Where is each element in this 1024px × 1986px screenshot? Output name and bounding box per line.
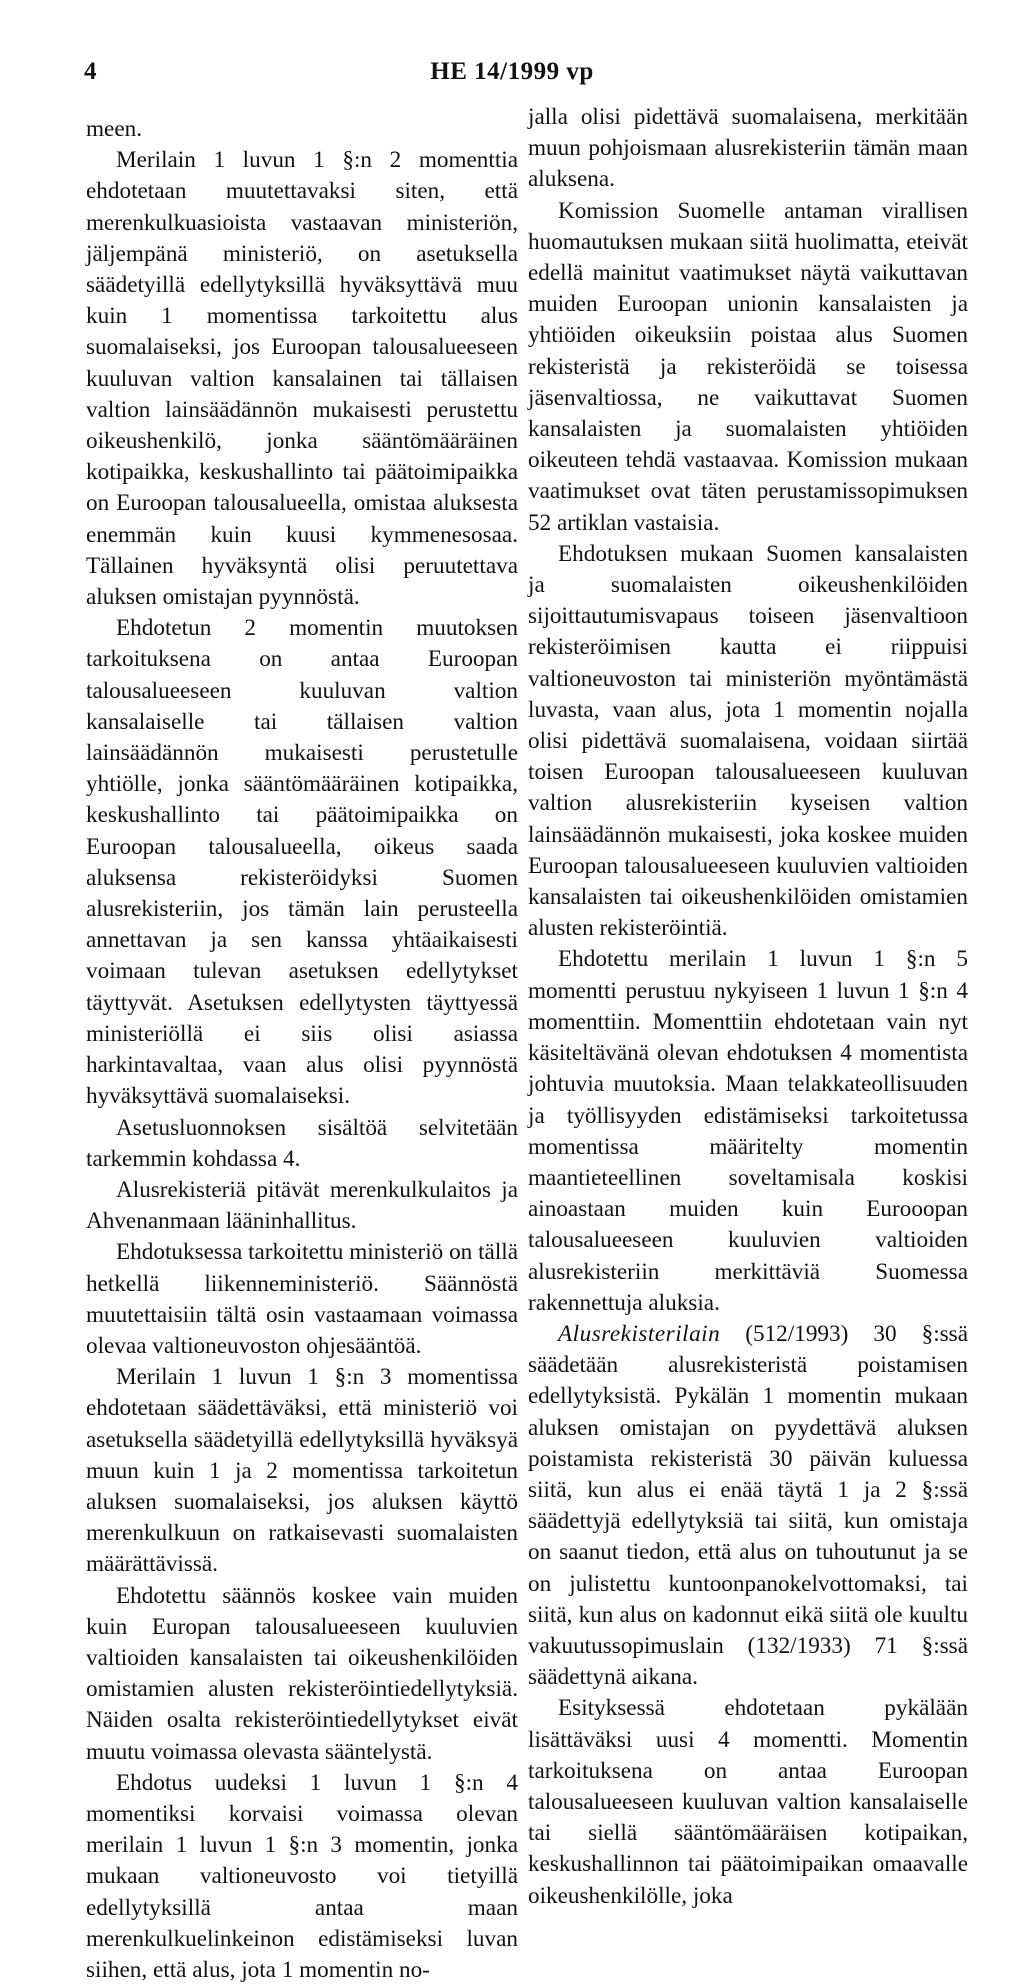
paragraph-text: Esityksessä ehdotetaan pykälään lisättäväksi uusi 4 momentti. Momentin tarkoituksena on antaa Euroopan talousalueeseen kuuluvan valtion kansalaiselle tai siellä sääntömääräisen kotipaikan, keskushallinnon tai päätoimipaikan omaavalle oikeushenkilölle, joka: [528, 1695, 968, 1909]
paragraph: [528, 539, 968, 945]
paragraph-text: Ehdotettu säännös koskee vain muiden kuin Europan talousalueeseen kuuluvien valtioiden kansalaisten tai oikeushenkilöiden omistamien alusten rekisteröintiedellytyksiä. Näiden osalta rekisteröintiedellytykset eivät muutu voimassa olevasta sääntelystä.: [86, 1582, 518, 1765]
paragraph-text: Asetusluonnoksen sisältöä selvitetään tarkemmin kohdassa 4.: [86, 1114, 518, 1172]
page-number: 4: [84, 58, 97, 85]
paragraph: [528, 102, 968, 196]
paragraph-text: Ehdotuksen mukaan Suomen kansalaisten ja suomalaisten oikeushenkilöiden sijoittautumisvapaus toiseen jäsenvaltioon rekisteröimisen kautta ei riippuisi valtioneuvoston tai ministeriön myöntämästä luvasta, vaan alus, jota 1 momentin nojalla olisi pidettävä suomalaisena, voidaan siirtää toisen Euroopan talousalueeseen kuuluvan valtion alusrekisteriin kyseisen valtion lainsäädännön mukaisesti, joka koskee muiden Euroopan talousalueeseen kuuluvien valtioiden kansalaisten tai oikeushenkilöiden omistamien alusten rekisteröintiä.: [528, 540, 968, 942]
paragraph: [528, 1693, 968, 1911]
paragraph-text: jalla olisi pidettävä suomalaisena, merkitään muun pohjoismaan alusrekisteriin tämän maan aluksena.: [528, 104, 968, 193]
paragraph-text: Ehdotetun 2 momentin muutoksen tarkoituksena on antaa Euroopan talousalueeseen kuuluvan valtion kansalaiselle tai tällaisen valtion lainsäädännön mukaisesti perustetulle yhtiölle, jonka sääntömääräinen kotipaikka, keskushallinto tai päätoimipaikka on Euroopan talousalueella, oikeus saada aluksensa rekisteröidyksi Suomen alusrekisteriin, jos tämän lain perusteella annettavan ja sen kanssa yhtäaikaisesti voimaan tulevan asetuksen edellytykset täyttyvät. Asetuksen edellytysten täyttyessä ministeriöllä ei siis olisi asiassa harkintavaltaa, vaan alus olisi pyynnöstä hyväksyttävä suomalaiseksi.: [86, 615, 518, 1110]
paragraph: [86, 1581, 518, 1768]
document-identifier: HE 14/1999 vp: [430, 58, 594, 85]
paragraph-text: Ehdotus uudeksi 1 luvun 1 §:n 4 momentiksi korvaisi voimassa olevan merilain 1 luvun 1 §:n 3 momentin, jonka mukaan valtioneuvosto voi tietyillä edellytyksillä antaa maan merenkulkuelinkeinon edistämiseksi luvan siihen, että alus, jota 1 momentin no-: [86, 1769, 518, 1983]
paragraph-text: Ehdotuksessa tarkoitettu ministeriö on tällä hetkellä liikenneministeriö. Säännöstä muutettaisiin tältä osin vastaamaan voimassa olevaa valtioneuvoston ohjesääntöä.: [86, 1239, 518, 1359]
paragraph: [528, 944, 968, 1318]
paragraph-text: Ehdotettu merilain 1 luvun 1 §:n 5 momentti perustuu nykyiseen 1 luvun 1 §:n 4 momenttiin. Momenttiin ehdotetaan vain nyt käsiteltävänä olevan ehdotuksen 4 momentista johtuvia muutoksia. Maan telakkateollisuuden ja työllisyyden edistämiseksi tarkoitetussa momentissa määritelty momentin maantieteellinen soveltamisala koskisi ainoastaan muiden kuin Eurooopan talousalueeseen kuuluvien valtioiden alusrekisteriin merkittäviä Suomessa rakennettuja aluksia.: [528, 946, 968, 1316]
law-name: Alusrekisterilain: [558, 1320, 721, 1347]
paragraph: [86, 1237, 518, 1362]
paragraph-text: meen.: [86, 116, 143, 142]
page-header: [0, 58, 1024, 98]
right-text-column: [528, 102, 968, 1912]
paragraph-text: Alusrekisteriä pitävät merenkulkulaitos ja Ahvenanmaan lääninhallitus.: [86, 1176, 518, 1235]
paragraph: [528, 196, 968, 539]
paragraph: [86, 1113, 518, 1175]
paragraph: [86, 613, 518, 1112]
paragraph-text: Komission Suomelle antaman virallisen huomautuksen mukaan siitä huolimatta, eteivät edellä mainitut vaatimukset näytä vaikuttavan muiden Euroopan unionin kansalaisten ja yhtiöiden oikeuksiin poistaa alus Suomen rekisteristä ja rekisteröidä se toisessa jäsenvaltiossa, ne vaikuttavat Suomen kansalaisten ja suomalaisten yhtiöiden oikeuteen tehdä vastaavaa. Komission mukaan vaatimukset ovat täten perustamissopimuksen 52 artiklan vastaisia.: [528, 197, 968, 536]
paragraph: [86, 1175, 518, 1237]
left-text-column: [86, 114, 518, 1986]
paragraph: [86, 1362, 518, 1580]
paragraph: [86, 1768, 518, 1986]
paragraph: [86, 114, 518, 145]
paragraph-text: Merilain 1 luvun 1 §:n 3 momentissa ehdotetaan säädettäväksi, että ministeriö voi asetuksella säädetyillä edellytyksillä hyväksyä muun kuin 1 ja 2 momentissa tarkoitetun aluksen suomalaiseksi, jos aluksen käyttö merenkulkuun on ratkaisevasti suomalaisten määrättävissä.: [86, 1364, 518, 1578]
paragraph: [528, 1319, 968, 1693]
paragraph-text: Merilain 1 luvun 1 §:n 2 momenttia ehdotetaan muutettavaksi siten, että merenkulkuasioista vastaavan ministeriön, jäljempänä ministeriö, on asetuksella säädetyillä edellytyksillä hyväksyttävä muu kuin 1 momentissa tarkoitettu alus suomalaiseksi, jos Euroopan talousalueeseen kuuluvan valtion kansalainen tai tällaisen valtion lainsäädännön mukaisesti perustettu oikeushenkilö, jonka sääntömääräinen kotipaikka, keskushallinto tai päätoimipaikka on Euroopan talousalueella, omistaa aluksesta enemmän kuin kuusi kymmenesosaa. Tällainen hyväksyntä olisi peruutettava aluksen omistajan pyynnöstä.: [86, 147, 518, 611]
paragraph-text: (512/1993) 30 §:ssä säädetään alusrekisteristä poistamisen edellytyksistä. Pykälän 1 momentin mukaan aluksen omistajan on pyydettävä aluksen poistamista rekisteristä 30 päivän kuluessa siitä, kun alus ei enää täytä 1 ja 2 §:ssä säädettyjä edellytyksiä tai siitä, kun omistaja on saanut tiedon, että alus on tuhoutunut ja se on julistettu kuntoonpanokelvottomaksi, tai siitä, kun alus on kadonnut eikä siitä ole kuultu vakuutussopimuslain (132/1933) 71 §:ssä säädettynä aikana.: [528, 1320, 968, 1691]
paragraph: [86, 145, 518, 613]
